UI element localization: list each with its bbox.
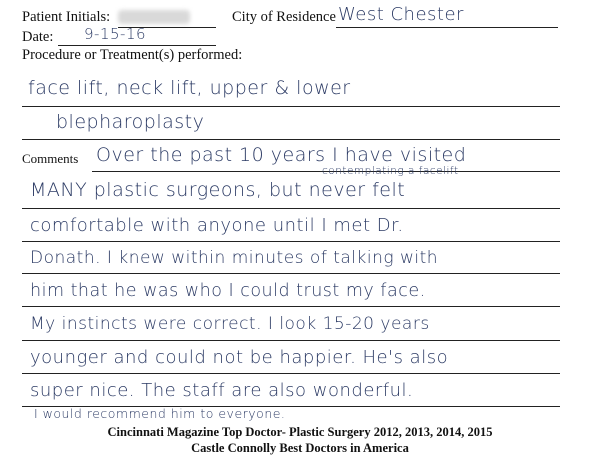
comment-line-6: My instincts were correct. I look 15-20 years (30, 314, 430, 334)
comment-rule-3 (22, 241, 560, 242)
footer-line-2: Castle Connolly Best Doctors in America (191, 441, 409, 455)
comment-rule-5 (22, 306, 560, 307)
date-label: Date: (22, 29, 54, 45)
comment-last-line: I would recommend him to everyone. (34, 406, 286, 421)
comment-line-5: him that he was who I could trust my face. (30, 281, 426, 301)
city-label: City of Residence (232, 9, 336, 25)
comment-rule-6 (22, 340, 560, 341)
procedure-line-2: blepharoplasty (56, 111, 205, 133)
procedure-label: Procedure or Treatment(s) performed: (22, 47, 243, 63)
comment-line-4: Donath. I knew within minutes of talking with (30, 248, 439, 268)
comment-line-1: Over the past 10 years I have visited (96, 144, 467, 166)
patient-initials-label: Patient Initials: (22, 9, 111, 25)
insert-note: contemplating a facelift (322, 165, 459, 177)
comments-label: Comments (22, 151, 79, 166)
city-underline (336, 27, 558, 28)
comment-rule-2 (22, 208, 560, 209)
comment-line-8: super nice. The staff are also wonderful. (30, 380, 414, 401)
comment-line-7: younger and could not be happier. He's also (30, 347, 449, 368)
city-value: West Chester (338, 4, 464, 25)
procedure-line-1: face lift, neck lift, upper & lower (28, 77, 351, 99)
date-underline (58, 45, 216, 46)
redacted-initials (118, 10, 190, 24)
comment-line-3: comfortable with anyone until I met Dr. (30, 215, 404, 236)
procedure-rule-2 (22, 139, 560, 140)
procedure-rule-1 (22, 106, 560, 107)
footer-line-1: Cincinnati Magazine Top Doctor- Plastic Surgery 2012, 2013, 2014, 2015 (107, 425, 493, 439)
comment-line-2: MANY plastic surgeons, but never felt (30, 179, 406, 201)
comment-rule-4 (22, 273, 560, 274)
date-value: 9-15-16 (84, 25, 147, 43)
comment-rule-7 (22, 373, 560, 374)
